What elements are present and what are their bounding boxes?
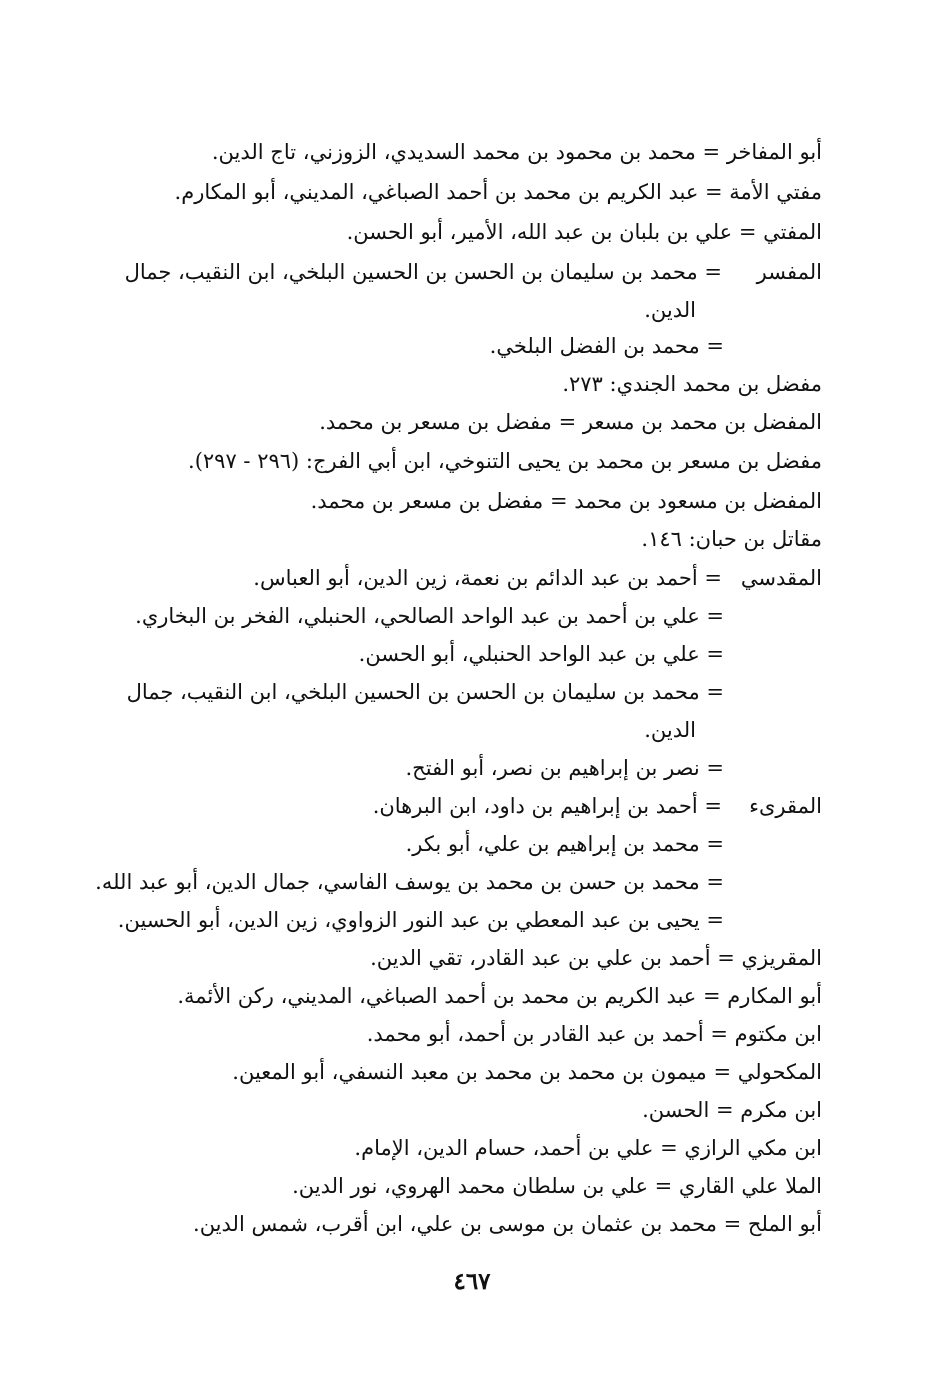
- index-entry: مقاتل بن حبان: ١٤٦.: [641, 527, 822, 551]
- index-subentry: = محمد بن الفضل البلخي.: [489, 334, 724, 358]
- entry-term: المقدسي: [740, 566, 822, 590]
- index-entry: ابن مكرم = الحسن.: [642, 1098, 822, 1122]
- index-subentry: = محمد بن حسن بن محمد بن يوسف الفاسي، جمال الدين، أبو عبد الله.: [95, 870, 724, 894]
- index-subentry: = نصر بن إبراهيم بن نصر، أبو الفتح.: [405, 756, 724, 780]
- index-entry: مفتي الأمة = عبد الكريم بن محمد بن أحمد الصباغي، المديني، أبو المكارم.: [174, 180, 822, 204]
- index-entry: المفضل بن محمد بن مسعر = مفضل بن مسعر بن محمد.: [319, 410, 822, 434]
- page-number: ٤٦٧: [453, 1268, 491, 1295]
- index-entry: المقدسي= أحمد بن عبد الدائم بن نعمة، زين الدين، أبو العباس.: [253, 558, 822, 598]
- index-entry: المفضل بن مسعود بن محمد = مفضل بن مسعر بن محمد.: [310, 489, 822, 513]
- index-entry: ابن مكي الرازي = علي بن أحمد، حسام الدين، الإمام.: [354, 1136, 822, 1160]
- index-entry: المقريزي = أحمد بن علي بن عبد القادر، تقي الدين.: [370, 946, 822, 970]
- entry-term: المفسر: [756, 260, 822, 284]
- index-entry: المكحولي = ميمون بن محمد بن محمد بن معبد النسفي، أبو المعين.: [232, 1060, 822, 1084]
- index-entry: أبو المكارم = عبد الكريم بن محمد بن أحمد الصباغي، المديني، ركن الأئمة.: [177, 984, 822, 1008]
- index-subentry: = يحيى بن عبد المعطي بن عبد النور الزواوي، زين الدين، أبو الحسين.: [117, 908, 724, 932]
- index-subentry: = علي بن أحمد بن عبد الواحد الصالحي، الحنبلي، الفخر بن البخاري.: [135, 604, 724, 628]
- index-entry: أبو المفاخر = محمد بن محمود بن محمد السديدي، الزوزني، تاج الدين.: [211, 140, 822, 164]
- index-entry: المقرىء= أحمد بن إبراهيم بن داود، ابن البرهان.: [373, 786, 822, 826]
- index-entry: مفضل بن مسعر بن محمد بن يحيى التنوخي، ابن أبي الفرج: (٢٩٦ - ٢٩٧).: [188, 449, 822, 473]
- index-entry: أبو الملح = محمد بن عثمان بن موسى بن علي، ابن أقرب، شمس الدين.: [193, 1212, 822, 1236]
- index-subentry: = علي بن عبد الواحد الحنبلي، أبو الحسن.: [358, 642, 724, 666]
- index-entry: المفسر= محمد بن سليمان بن الحسن بن الحسين البلخي، ابن النقيب، جمال: [125, 252, 822, 292]
- index-entry: مفضل بن محمد الجندي: ٢٧٣.: [562, 372, 822, 396]
- index-entry: الملا علي القاري = علي بن سلطان محمد الهروي، نور الدين.: [292, 1174, 822, 1198]
- index-entry-continuation: الدين.: [644, 718, 696, 742]
- entry-term: المقرىء: [749, 794, 822, 818]
- index-entry-continuation: الدين.: [644, 298, 696, 322]
- index-subentry: = محمد بن سليمان بن الحسن بن الحسين البلخي، ابن النقيب، جمال: [126, 680, 724, 704]
- index-entry: ابن مكتوم = أحمد بن عبد القادر بن أحمد، أبو محمد.: [366, 1022, 822, 1046]
- index-entry: المفتي = علي بن بلبان بن عبد الله، الأمير، أبو الحسن.: [346, 220, 822, 244]
- index-subentry: = محمد بن إبراهيم بن علي، أبو بكر.: [405, 832, 724, 856]
